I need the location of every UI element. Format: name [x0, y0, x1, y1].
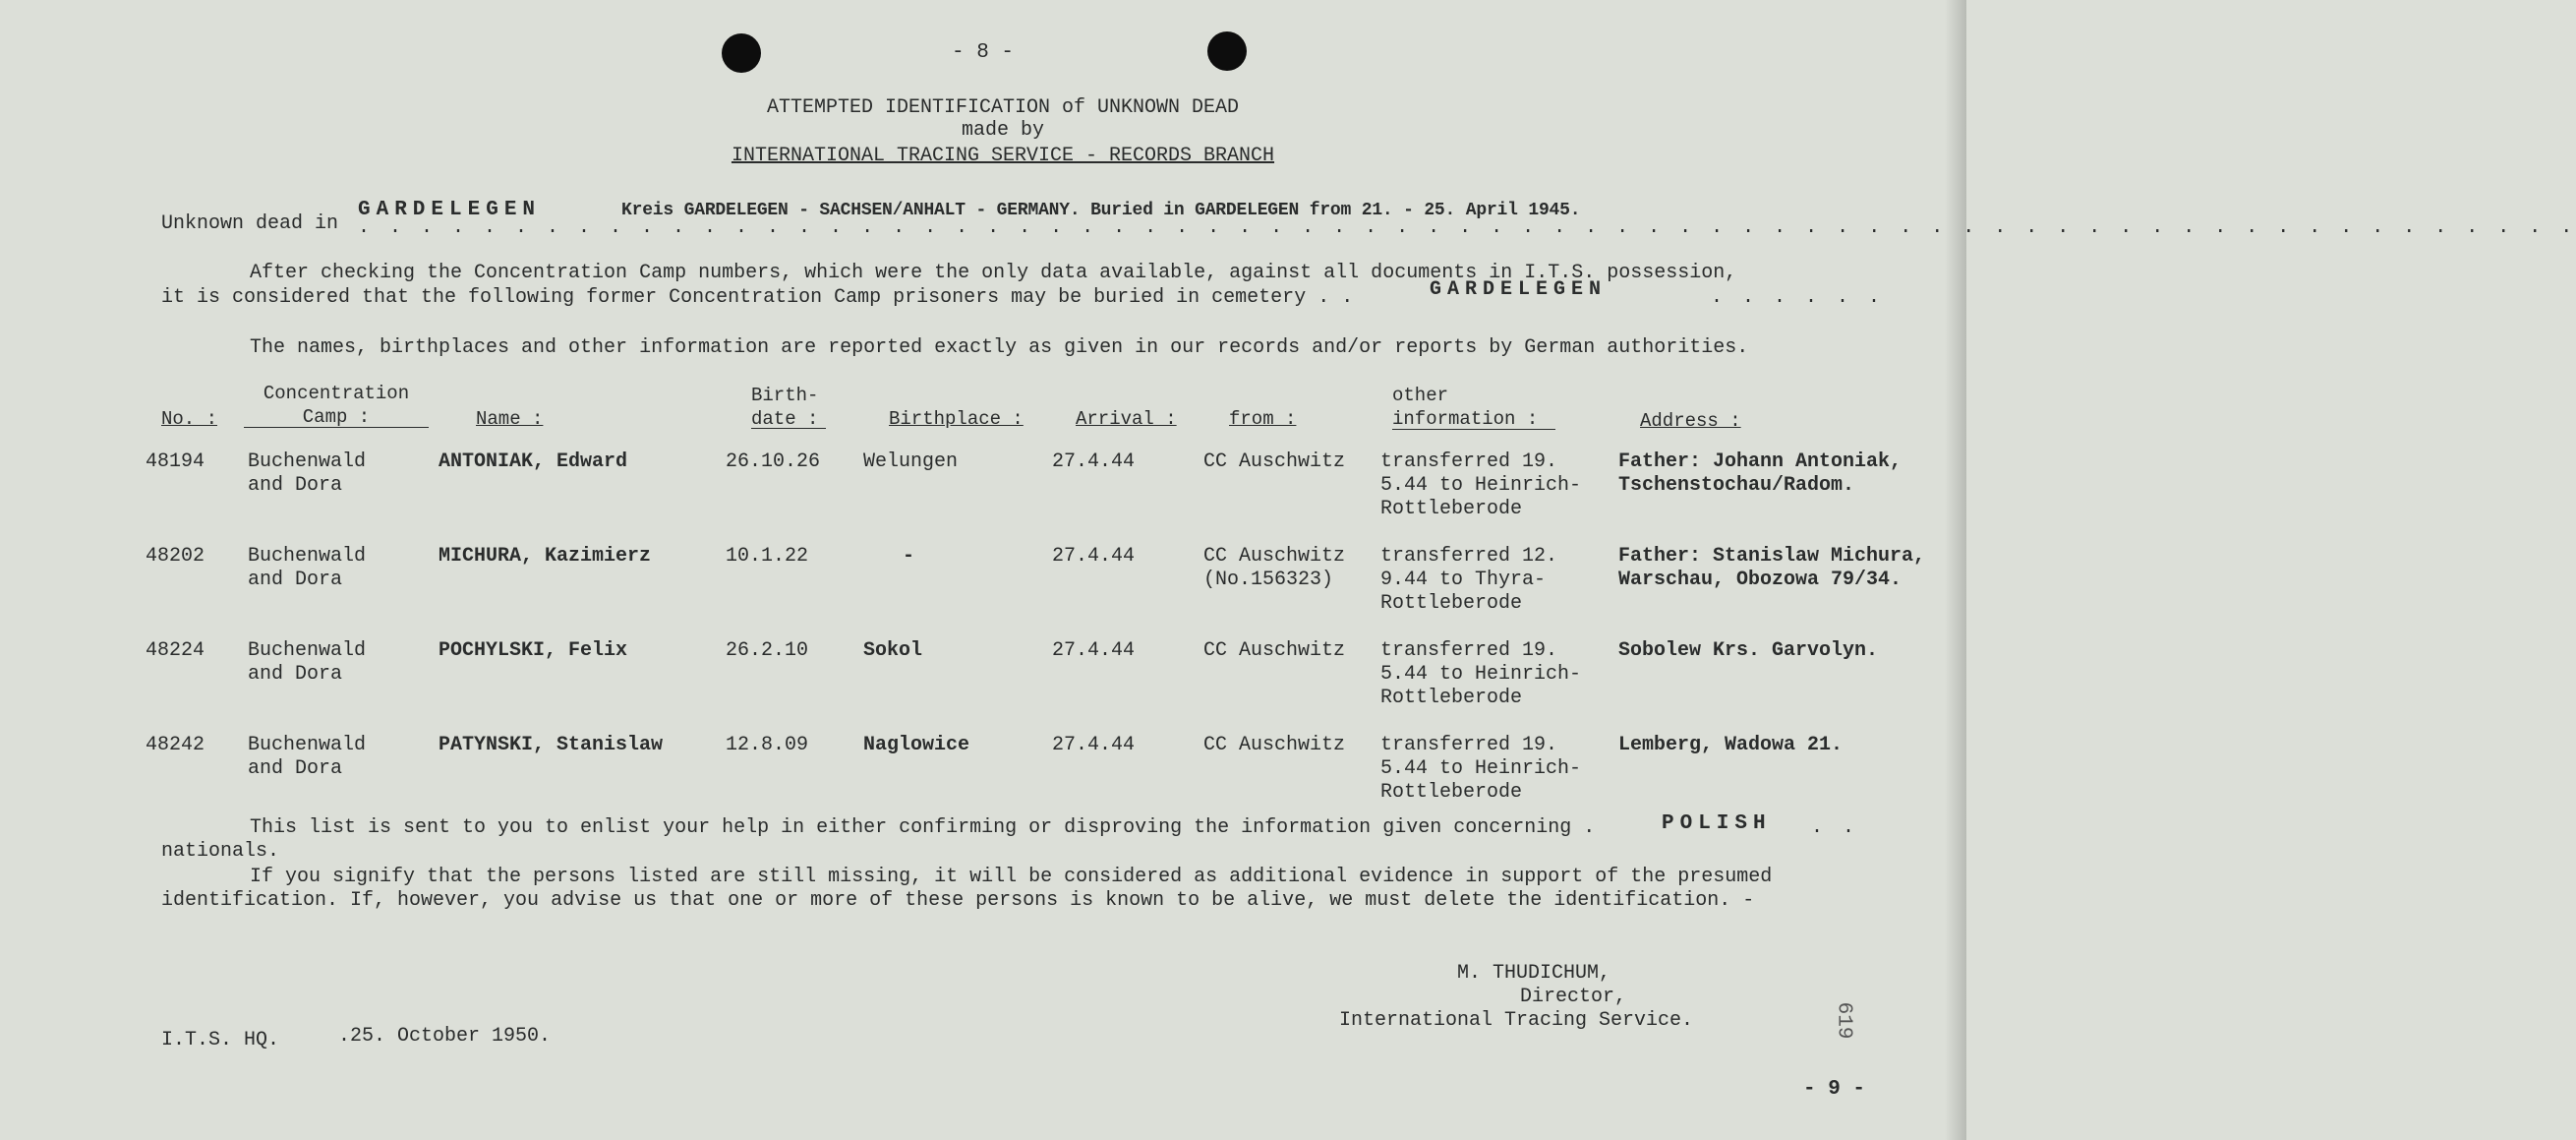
table-row-3-camp: Buchenwald and Dora [248, 639, 367, 686]
dotted-rule-cemetery: . . . . . . [1711, 286, 1885, 309]
table-row-1-from: CC Auschwitz [1203, 450, 1346, 473]
table-row-1-arrival: 27.4.44 [1052, 450, 1136, 473]
table-row-3-from: CC Auschwitz [1203, 639, 1346, 662]
header-birthplace: Birthplace : [889, 408, 1024, 430]
table-row-3-address: Sobolew Krs. Garvolyn. [1618, 639, 1879, 662]
burial-place: GARDELEGEN [358, 199, 542, 221]
page-edge-shadow [1945, 0, 1966, 1140]
table-row-1-birthdate: 26.10.26 [726, 450, 821, 473]
header-camp-underline [244, 427, 429, 428]
header-camp: Concentration Camp : [263, 383, 410, 428]
closing-line-2: nationals. [161, 840, 280, 863]
header-other-underline [1392, 429, 1555, 430]
signatory-organization: International Tracing Service. [1339, 1009, 1694, 1032]
issuing-branch: INTERNATIONAL TRACING SERVICE - RECORDS BRANCH [731, 145, 1275, 167]
cemetery-name: GARDELEGEN [1430, 278, 1608, 301]
signatory-name: M. THUDICHUM, [1456, 962, 1611, 985]
table-row-4-birthplace: Naglowice [863, 734, 970, 756]
table-row-4-from: CC Auschwitz [1203, 734, 1346, 756]
table-row-3-no: 48224 [146, 639, 205, 662]
stamp-number: 619 [1832, 1001, 1855, 1040]
table-row-1-other: transferred 19. 5.44 to Heinrich- Rottleberode [1380, 450, 1582, 520]
intro-paragraph-line2: it is considered that the following former Concentration Camp prisoners may be buried in cemetery . . [161, 286, 1354, 309]
nationality: POLISH [1662, 812, 1772, 835]
table-row-3-name: POCHYLSKI, Felix [439, 639, 628, 662]
table-row-2-address: Father: Stanislaw Michura, Warschau, Obozowa 79/34. [1618, 545, 1926, 591]
header-from: from : [1229, 408, 1297, 430]
table-row-2-arrival: 27.4.44 [1052, 545, 1136, 568]
page-number: - 8 - [952, 41, 1015, 64]
table-row-1-birthplace: Welungen [863, 450, 959, 473]
records-note: The names, birthplaces and other information are reported exactly as given in our records and/or reports by German authorities. [250, 336, 1749, 359]
table-row-2-birthdate: 10.1.22 [726, 545, 809, 568]
dotted-rule-nationality: . . [1811, 816, 1859, 839]
closing-line-3: If you signify that the persons listed are still missing, it will be considered as additional evidence in support of the presumed [250, 866, 1773, 888]
table-row-1-camp: Buchenwald and Dora [248, 450, 367, 497]
header-name: Name : [476, 408, 544, 430]
footer-date: .25. October 1950. [338, 1025, 552, 1048]
table-row-4-camp: Buchenwald and Dora [248, 734, 367, 780]
header-arrival: Arrival : [1076, 408, 1177, 430]
header-other: other information : [1392, 385, 1539, 430]
closing-line-4: identification. If, however, you advise us that one or more of these persons is known to be alive, we must delete the identification. - [161, 889, 1755, 912]
table-row-3-arrival: 27.4.44 [1052, 639, 1136, 662]
table-row-4-no: 48242 [146, 734, 205, 756]
table-row-3-birthdate: 26.2.10 [726, 639, 809, 662]
table-row-1-name: ANTONIAK, Edward [439, 450, 628, 473]
table-row-3-birthplace: Sokol [863, 639, 923, 662]
table-row-4-arrival: 27.4.44 [1052, 734, 1136, 756]
document-title: ATTEMPTED IDENTIFICATION of UNKNOWN DEAD [766, 96, 1240, 119]
table-row-4-birthdate: 12.8.09 [726, 734, 809, 756]
table-row-4-other: transferred 19. 5.44 to Heinrich- Rottleberode [1380, 734, 1582, 804]
document-subtitle: made by [961, 119, 1044, 142]
intro-paragraph-line1: After checking the Concentration Camp numbers, which were the only data available, against all documents in I.T.S. possession, [250, 262, 1737, 284]
header-birthdate: Birth- date : [751, 385, 819, 430]
signatory-title: Director, [1519, 986, 1627, 1008]
table-row-2-other: transferred 12. 9.44 to Thyra- Rottleberode [1380, 545, 1558, 615]
bottom-page-number: - 9 - [1803, 1078, 1866, 1101]
table-row-3-other: transferred 19. 5.44 to Heinrich- Rottleberode [1380, 639, 1582, 709]
table-row-4-name: PATYNSKI, Stanislaw [439, 734, 664, 756]
punch-hole-right [1207, 31, 1247, 71]
table-row-2-name: MICHURA, Kazimierz [439, 545, 652, 568]
header-birthdate-underline [751, 428, 826, 429]
table-row-2-camp: Buchenwald and Dora [248, 545, 367, 591]
dotted-rule: . . . . . . . . . . . . . . . . . . . . . . . . . . . . . . . . . . . . . . . . . . . . . . . . . . . . . . . . . . . . . . . . . . . . . . . [358, 216, 2576, 239]
table-row-2-from: CC Auschwitz (No.156323) [1203, 545, 1346, 591]
location-detail: Kreis GARDELEGEN - SACHSEN/ANHALT - GERMANY. Buried in GARDELEGEN from 21. - 25. April 1945. [621, 201, 1581, 220]
footer-place: I.T.S. HQ. [161, 1029, 280, 1051]
punch-hole-left [722, 33, 761, 73]
table-row-1-no: 48194 [146, 450, 205, 473]
intro-prefix: Unknown dead in [161, 212, 339, 235]
table-row-1-address: Father: Johann Antoniak, Tschenstochau/Radom. [1618, 450, 1903, 497]
header-address: Address : [1640, 410, 1741, 432]
table-row-2-birthplace: - [903, 545, 915, 568]
closing-line-1: This list is sent to you to enlist your help in either confirming or disproving the information given concerning . [250, 816, 1596, 839]
table-row-4-address: Lemberg, Wadowa 21. [1618, 734, 1844, 756]
table-row-2-no: 48202 [146, 545, 205, 568]
header-no: No. : [161, 408, 218, 430]
